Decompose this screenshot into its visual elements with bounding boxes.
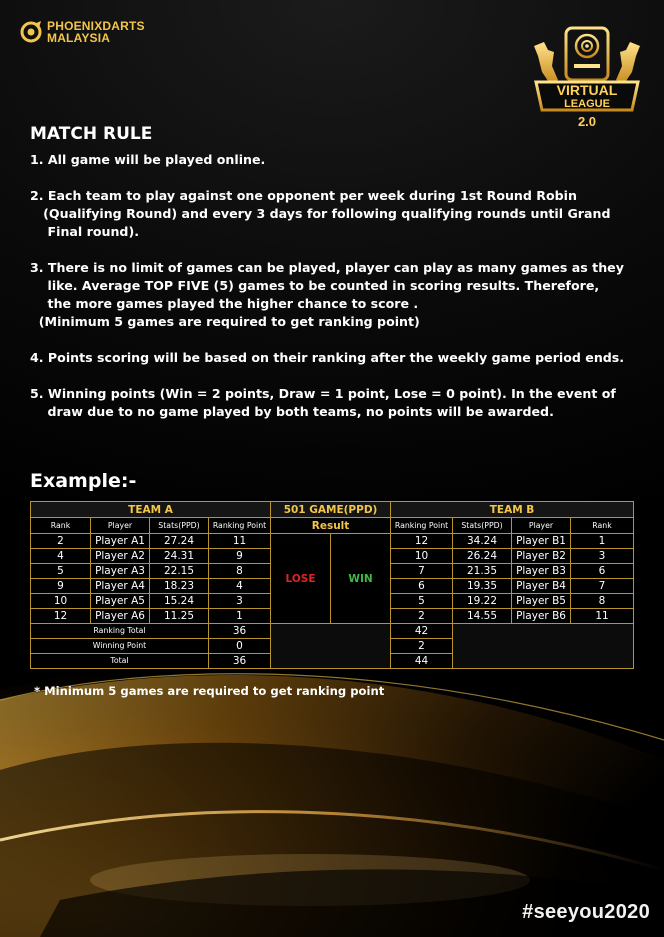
example-score-table xyxy=(30,501,634,669)
b-point: 6 xyxy=(391,579,453,594)
b-point: 10 xyxy=(391,549,453,564)
b-point: 12 xyxy=(391,534,453,549)
b-stats: 19.22 xyxy=(453,594,512,609)
totals-result-blank xyxy=(271,624,391,669)
b-stats: 26.24 xyxy=(453,549,512,564)
b-rank: 11 xyxy=(571,609,634,624)
a-player: Player A5 xyxy=(91,594,150,609)
a-rank: 9 xyxy=(31,579,91,594)
phoenixdarts-logo xyxy=(20,20,145,44)
a-player: Player A3 xyxy=(91,564,150,579)
rule-5: 5. Winning points (Win = 2 points, Draw = 1 point, Lose = 0 point). In the event of draw due to no game played by both teams, no points will be awarded. xyxy=(30,386,616,419)
col-result: Result xyxy=(271,518,391,534)
col-b-rank: Rank xyxy=(571,518,634,534)
team-b-result: WIN xyxy=(331,534,391,624)
b-point: 2 xyxy=(391,609,453,624)
ranking-total-a: 36 xyxy=(209,624,271,639)
winning-point-label: Winning Point xyxy=(31,639,209,654)
team-b-header: TEAM B xyxy=(391,502,634,518)
table-header-row xyxy=(31,502,634,518)
badge-line-1: VIRTUAL xyxy=(556,82,618,98)
a-rank: 4 xyxy=(31,549,91,564)
b-stats: 14.55 xyxy=(453,609,512,624)
col-b-point: Ranking Point xyxy=(391,518,453,534)
trophy-figure-right-icon xyxy=(616,42,640,84)
a-stats: 22.15 xyxy=(150,564,209,579)
a-player: Player A2 xyxy=(91,549,150,564)
col-a-point: Ranking Point xyxy=(209,518,271,534)
example-title: Example:- xyxy=(30,470,137,492)
badge-line-2: LEAGUE xyxy=(564,98,610,110)
a-rank: 2 xyxy=(31,534,91,549)
a-stats: 27.24 xyxy=(150,534,209,549)
ranking-total-b: 42 xyxy=(391,624,453,639)
brand-line-1: PHOENIXDARTS xyxy=(47,19,145,33)
b-rank: 1 xyxy=(571,534,634,549)
b-point: 7 xyxy=(391,564,453,579)
table-subheader-row xyxy=(31,518,634,534)
b-stats: 34.24 xyxy=(453,534,512,549)
rule-3: 3. There is no limit of games can be played, player can play as many games as they like. Average TOP FIVE (5) games to be counted in scoring results. Therefore, the more games played the higher chance to score . (Minimum 5 games are required to get ranking point) xyxy=(30,260,624,329)
b-point: 5 xyxy=(391,594,453,609)
a-player: Player A6 xyxy=(91,609,150,624)
a-rank: 10 xyxy=(31,594,91,609)
b-player: Player B6 xyxy=(512,609,571,624)
a-point: 11 xyxy=(209,534,271,549)
b-player: Player B1 xyxy=(512,534,571,549)
b-stats: 21.35 xyxy=(453,564,512,579)
ranking-total-label: Ranking Total xyxy=(31,624,209,639)
rule-2: 2. Each team to play against one opponent per week during 1st Round Robin (Qualifying Round) and every 3 days for following qualifying rounds until Grand Final round). xyxy=(30,188,611,239)
totals-team-b-blank xyxy=(453,624,634,669)
b-rank: 8 xyxy=(571,594,634,609)
rule-4: 4. Points scoring will be based on their ranking after the weekly game period ends. xyxy=(30,350,625,365)
virtual-league-badge xyxy=(528,22,646,132)
brand-line-2: MALAYSIA xyxy=(47,31,111,45)
a-player: Player A1 xyxy=(91,534,150,549)
a-stats: 24.31 xyxy=(150,549,209,564)
a-point: 8 xyxy=(209,564,271,579)
team-a-result: LOSE xyxy=(271,534,331,624)
a-rank: 12 xyxy=(31,609,91,624)
a-point: 9 xyxy=(209,549,271,564)
b-rank: 6 xyxy=(571,564,634,579)
match-rule-title: MATCH RULE xyxy=(30,124,153,144)
rule-1: 1. All game will be played online. xyxy=(30,152,266,167)
badge-version: 2.0 xyxy=(577,114,597,129)
a-player: Player A4 xyxy=(91,579,150,594)
b-rank: 7 xyxy=(571,579,634,594)
trophy-figure-left-icon xyxy=(534,42,558,84)
table-row xyxy=(31,534,634,549)
team-a-header: TEAM A xyxy=(31,502,271,518)
b-player: Player B4 xyxy=(512,579,571,594)
a-point: 1 xyxy=(209,609,271,624)
a-stats: 15.24 xyxy=(150,594,209,609)
totals-row xyxy=(31,624,634,639)
ranking-note: * Minimum 5 games are required to get ranking point xyxy=(34,684,385,698)
total-label: Total xyxy=(31,654,209,669)
hashtag: #seeyou2020 xyxy=(522,901,650,923)
b-player: Player B3 xyxy=(512,564,571,579)
col-a-player: Player xyxy=(91,518,150,534)
game-header: 501 GAME(PPD) xyxy=(271,502,391,518)
col-b-stats: Stats(PPD) xyxy=(453,518,512,534)
b-stats: 19.35 xyxy=(453,579,512,594)
total-b: 44 xyxy=(391,654,453,669)
col-a-stats: Stats(PPD) xyxy=(150,518,209,534)
winning-point-a: 0 xyxy=(209,639,271,654)
a-point: 3 xyxy=(209,594,271,609)
b-player: Player B2 xyxy=(512,549,571,564)
b-rank: 3 xyxy=(571,549,634,564)
a-rank: 5 xyxy=(31,564,91,579)
col-b-player: Player xyxy=(512,518,571,534)
a-point: 4 xyxy=(209,579,271,594)
a-stats: 11.25 xyxy=(150,609,209,624)
match-rule-list xyxy=(30,151,635,439)
dart-target-icon xyxy=(20,21,42,43)
a-stats: 18.23 xyxy=(150,579,209,594)
b-player: Player B5 xyxy=(512,594,571,609)
total-a: 36 xyxy=(209,654,271,669)
col-a-rank: Rank xyxy=(31,518,91,534)
winning-point-b: 2 xyxy=(391,639,453,654)
